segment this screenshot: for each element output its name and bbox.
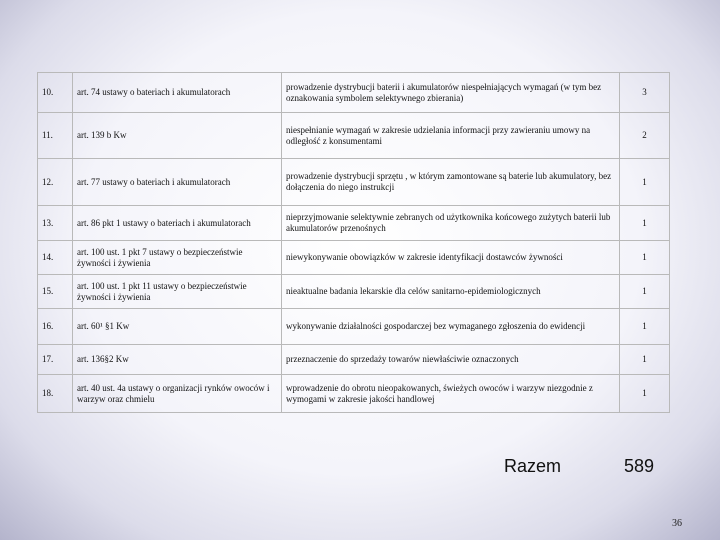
row-number: 10. <box>38 73 73 113</box>
table-row <box>38 241 670 275</box>
row-number: 12. <box>38 159 73 206</box>
violation-description: wykonywanie działalności gospodarczej bez wymaganego zgłoszenia do ewidencji <box>282 309 620 345</box>
row-number: 11. <box>38 113 73 159</box>
table-row <box>38 275 670 309</box>
legal-basis: art. 74 ustawy o bateriach i akumulatorach <box>73 73 282 113</box>
violation-count: 1 <box>620 206 670 241</box>
legal-basis: art. 86 pkt 1 ustawy o bateriach i akumulatorach <box>73 206 282 241</box>
violation-description: prowadzenie dystrybucji baterii i akumulatorów niespełniających wymagań (w tym bez oznakowania symbolem selektywnego zbierania) <box>282 73 620 113</box>
legal-basis: art. 100 ust. 1 pkt 11 ustawy o bezpieczeństwie żywności i żywienia <box>73 275 282 309</box>
legal-basis: art. 136§2 Kw <box>73 345 282 375</box>
violation-description: niespełnianie wymagań w zakresie udzielania informacji przy zawieraniu umowy na odległość z konsumentami <box>282 113 620 159</box>
row-number: 16. <box>38 309 73 345</box>
row-number: 17. <box>38 345 73 375</box>
row-number: 18. <box>38 375 73 413</box>
violation-description: nieaktualne badania lekarskie dla celów sanitarno-epidemiologicznych <box>282 275 620 309</box>
violation-count: 1 <box>620 275 670 309</box>
legal-basis: art. 77 ustawy o bateriach i akumulatorach <box>73 159 282 206</box>
row-number: 13. <box>38 206 73 241</box>
legal-basis: art. 139 b Kw <box>73 113 282 159</box>
table-row <box>38 73 670 113</box>
table-row <box>38 206 670 241</box>
violation-description: niewykonywanie obowiązków w zakresie identyfikacji dostawców żywności <box>282 241 620 275</box>
violation-count: 1 <box>620 345 670 375</box>
violation-description: nieprzyjmowanie selektywnie zebranych od użytkownika końcowego zużytych baterii lub akumulatorów przenośnych <box>282 206 620 241</box>
violation-description: prowadzenie dystrybucji sprzętu , w którym zamontowane są baterie lub akumulatory, bez dołączenia do niego instrukcji <box>282 159 620 206</box>
violation-description: wprowadzenie do obrotu nieopakowanych, świeżych owoców i warzyw niezgodnie z wymogami w zakresie jakości handlowej <box>282 375 620 413</box>
violation-count: 3 <box>620 73 670 113</box>
legal-basis: art. 60¹ §1 Kw <box>73 309 282 345</box>
violations-table <box>37 72 670 413</box>
legal-basis: art. 40 ust. 4a ustawy o organizacji rynków owoców i warzyw oraz chmielu <box>73 375 282 413</box>
violation-count: 1 <box>620 241 670 275</box>
total-value: 589 <box>624 456 655 476</box>
total-label: Razem <box>504 456 562 476</box>
table-row <box>38 113 670 159</box>
violation-count: 2 <box>620 113 670 159</box>
violation-count: 1 <box>620 375 670 413</box>
table-row <box>38 375 670 413</box>
row-number: 14. <box>38 241 73 275</box>
table-row <box>38 345 670 375</box>
violation-count: 1 <box>620 309 670 345</box>
row-number: 15. <box>38 275 73 309</box>
page-number: 36 <box>672 518 682 529</box>
violation-count: 1 <box>620 159 670 206</box>
table-row <box>38 309 670 345</box>
violation-description: przeznaczenie do sprzedaży towarów niewłaściwie oznaczonych <box>282 345 620 375</box>
table-row <box>38 159 670 206</box>
legal-basis: art. 100 ust. 1 pkt 7 ustawy o bezpieczeństwie żywności i żywienia <box>73 241 282 275</box>
